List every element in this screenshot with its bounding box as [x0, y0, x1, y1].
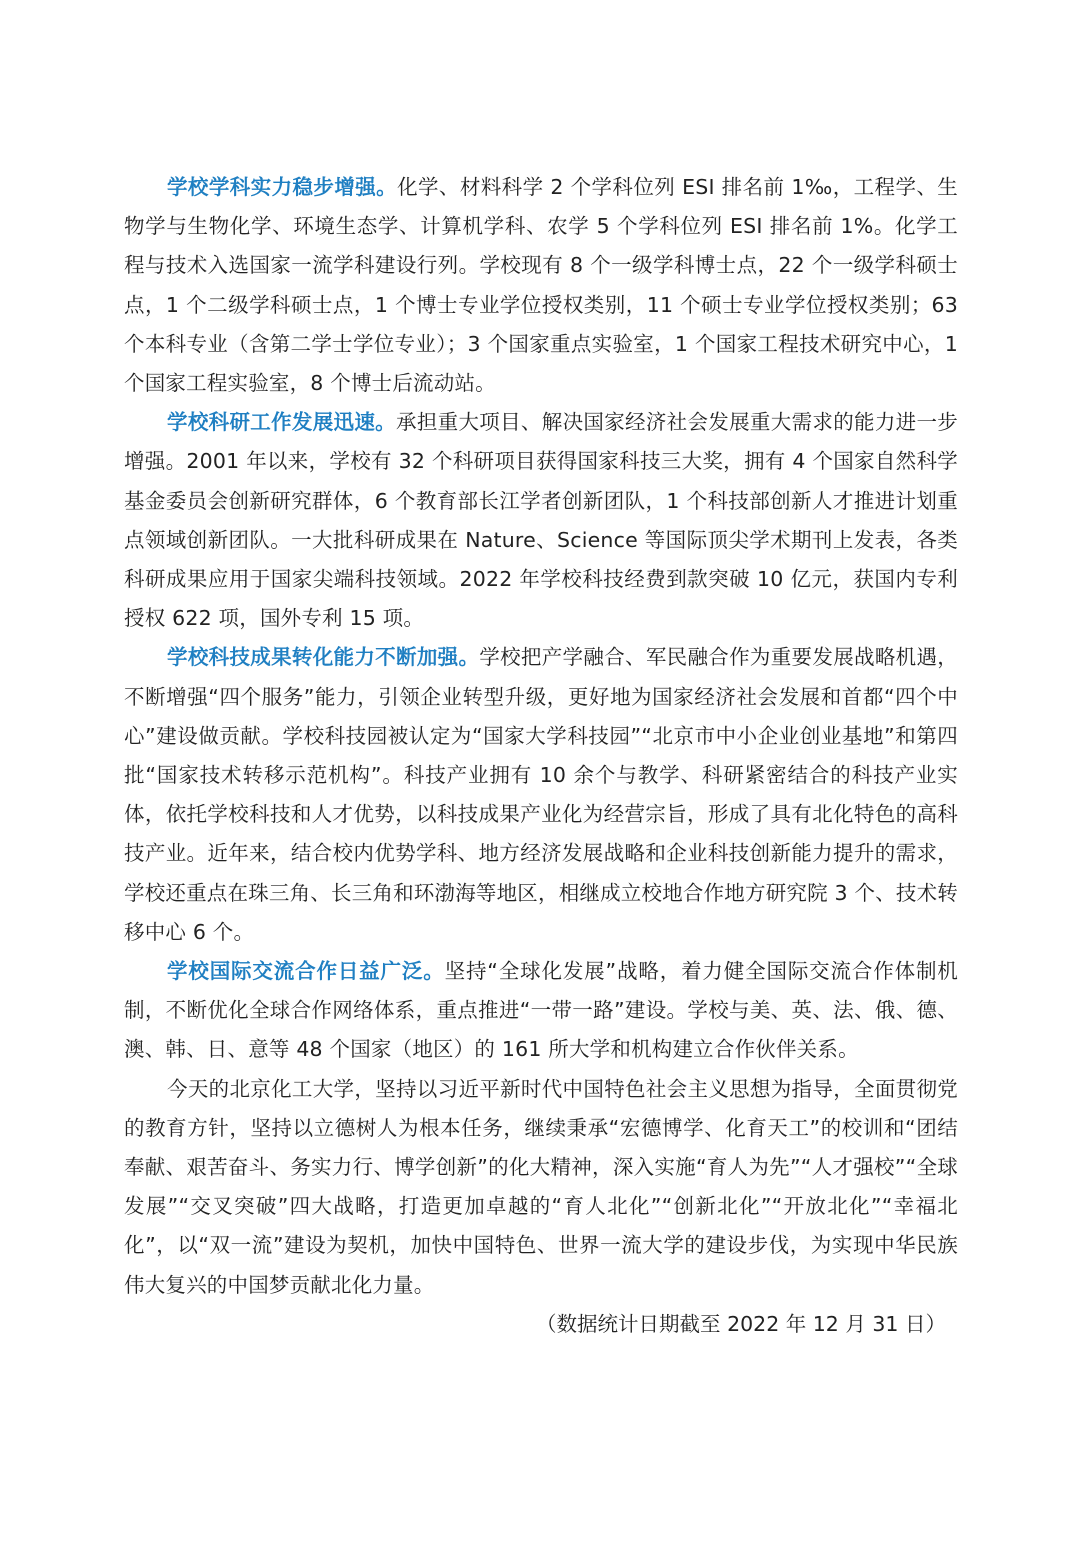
- paragraph-lead: 学校国际交流合作日益广泛。: [167, 959, 445, 984]
- data-date-footnote: （数据统计日期截至 2022 年 12 月 31 日）: [536, 1311, 946, 1336]
- paragraph-body: 承担重大项目、解决国家经济社会发展重大需求的能力进一步增强。2001 年以来，学校有 32 个科研项目获得国家科技三大奖，拥有 4 个国家自然科学基金委员会创新研究群体，6 个教育部长江学者创新团队，1 个科技部创新人才推进计划重点领域创新团队。一大批科研成果在 Nature、Science 等国际顶尖学术期刊上发表，各类科研成果应用于国家尖端科技领域。2022 年学校科技经费到款突破 10 亿元，获国内专利授权 622 项，国外专利 15 项。: [124, 410, 958, 631]
- paragraph-lead: 学校科研工作发展迅速。: [167, 410, 397, 435]
- paragraph-body: 今天的北京化工大学，坚持以习近平新时代中国特色社会主义思想为指导，全面贯彻党的教育方针，坚持以立德树人为根本任务，继续秉承“宏德博学、化育天工”的校训和“团结奉献、艰苦奋斗、务实力行、博学创新”的化大精神，深入实施“育人为先”“人才强校”“全球发展”“交叉突破”四大战略，打造更加卓越的“育人北化”“创新北化”“开放北化”“幸福北化”，以“双一流”建设为契机，加快中国特色、世界一流大学的建设步伐，为实现中华民族伟大复兴的中国梦贡献北化力量。: [124, 1076, 958, 1297]
- paragraph-body: 化学、材料科学 2 个学科位列 ESI 排名前 1‰，工程学、生物学与生物化学、环境生态学、计算机学科、农学 5 个学科位列 ESI 排名前 1%。化学工程与技术入选国家一流学科建设行列。学校现有 8 个一级学科博士点，22 个一级学科硕士点，1 个二级学科硕士点，1 个博士专业学位授权类别，11 个硕士专业学位授权类别；63 个本科专业（含第二学士学位专业）；3 个国家重点实验室，1 个国家工程技术研究中心，1 个国家工程实验室，8 个博士后流动站。: [124, 175, 958, 396]
- paragraph-international: [124, 952, 958, 1070]
- paragraph-conclusion: [124, 1070, 958, 1305]
- paragraph-lead: 学校科技成果转化能力不断加强。: [167, 645, 480, 670]
- paragraph-lead: 学校学科实力稳步增强。: [167, 175, 398, 199]
- paragraph-body: 坚持“全球化发展”战略，着力健全国际交流合作体制机制，不断优化全球合作网络体系，重点推进“一带一路”建设。学校与美、英、法、俄、德、澳、韩、日、意等 48 个国家（地区）的 161 所大学和机构建立合作伙伴关系。: [124, 959, 958, 1062]
- paragraph-body: 学校把产学融合、军民融合作为重要发展战略机遇，不断增强“四个服务”能力，引领企业转型升级，更好地为国家经济社会发展和首都“四个中心”建设做贡献。学校科技园被认定为“国家大学科技园”“北京市中小企业创业基地”和第四批“国家技术转移示范机构”。科技产业拥有 10 余个与教学、科研紧密结合的科技产业实体，依托学校科技和人才优势，以科技成果产业化为经营宗旨，形成了具有北化特色的高科技产业。近年来，结合校内优势学科、地方经济发展战略和企业科技创新能力提升的需求，学校还重点在珠三角、长三角和环渤海等地区，相继成立校地合作地方研究院 3 个、技术转移中心 6 个。: [124, 645, 958, 944]
- paragraph-disciplines: [124, 168, 958, 403]
- paragraph-research: [124, 403, 958, 638]
- paragraph-tech-transfer: [124, 638, 958, 952]
- document-page: [124, 168, 958, 1344]
